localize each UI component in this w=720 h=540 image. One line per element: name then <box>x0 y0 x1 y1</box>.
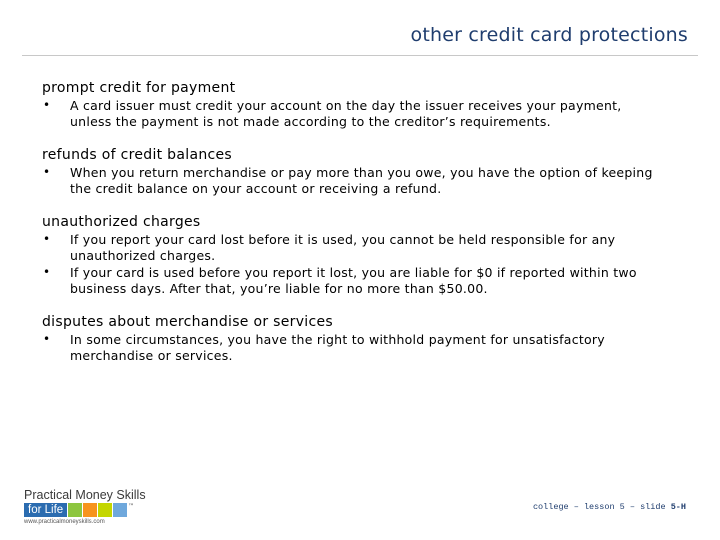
bullet-dot-icon: • <box>43 165 51 179</box>
bullet-text: A card issuer must credit your account on the day the issuer receives your payment, unless the payment is not made according to the creditor’s requirements. <box>70 98 622 129</box>
logo-square-orange <box>83 503 97 517</box>
footer-page-number: 5-H <box>670 502 686 512</box>
bullet-text: In some circumstances, you have the right to withhold payment for unsatisfactory merchandise or services. <box>70 332 605 363</box>
logo-trademark: ™ <box>128 503 135 510</box>
bullet-item <box>42 98 662 129</box>
bullet-dot-icon: • <box>43 232 51 246</box>
slide-title: other credit card protections <box>410 24 688 46</box>
bullet-text: If your card is used before you report it lost, you are liable for $0 if reported within two business days. After that, you’re liable for no more than $50.00. <box>70 265 637 296</box>
logo-url: www.practicalmoneyskills.com <box>24 519 105 525</box>
section-heading: refunds of credit balances <box>42 147 232 163</box>
bullet-list <box>42 232 662 296</box>
section-prompt-credit <box>42 80 662 129</box>
bullet-dot-icon: • <box>43 98 51 112</box>
slide-footer <box>533 502 686 512</box>
logo-square-lime <box>98 503 112 517</box>
practical-money-skills-logo <box>24 488 164 528</box>
logo-square-green <box>68 503 82 517</box>
bullet-text: If you report your card lost before it is used, you cannot be held responsible for any unauthorized charges. <box>70 232 616 263</box>
bullet-dot-icon: • <box>43 265 51 279</box>
logo-for-life: for Life <box>24 503 67 517</box>
section-heading: disputes about merchandise or services <box>42 314 333 330</box>
footer-text: college – lesson 5 – slide <box>532 502 671 512</box>
section-heading: unauthorized charges <box>42 214 201 230</box>
bullet-list <box>42 165 662 196</box>
logo-square-blue <box>113 503 127 517</box>
logo-name: Practical Money Skills <box>24 488 146 502</box>
bullet-item <box>42 332 662 363</box>
section-disputes <box>42 314 662 363</box>
bullet-dot-icon: • <box>43 332 51 346</box>
title-divider <box>22 55 698 56</box>
section-heading: prompt credit for payment <box>42 80 236 96</box>
bullet-item <box>42 265 662 296</box>
section-refunds <box>42 147 662 196</box>
slide-content <box>42 80 662 381</box>
bullet-text: When you return merchandise or pay more than you owe, you have the option of keeping the credit balance on your account or receiving a refund. <box>70 165 653 196</box>
bullet-item <box>42 165 662 196</box>
section-unauthorized-charges <box>42 214 662 296</box>
bullet-list <box>42 98 662 129</box>
bullet-item <box>42 232 662 263</box>
logo-row <box>24 503 164 517</box>
bullet-list <box>42 332 662 363</box>
